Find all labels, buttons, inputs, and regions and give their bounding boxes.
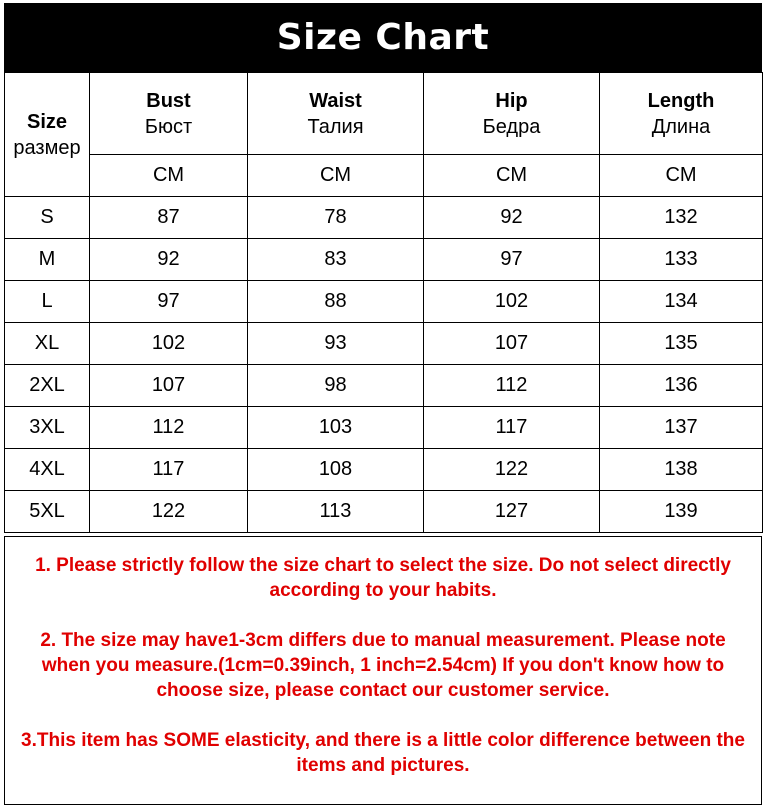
hip-cell: 127: [424, 491, 600, 533]
length-cell: 134: [600, 281, 763, 323]
size-cell: XL: [5, 323, 90, 365]
column-header-ru: Длина: [651, 115, 711, 138]
notes-panel: [4, 536, 762, 805]
length-cell: 136: [600, 365, 763, 407]
table-row: [5, 449, 763, 491]
unit-cell: CM: [600, 155, 763, 197]
column-header-ru: Бюст: [144, 115, 193, 138]
size-cell: 4XL: [5, 449, 90, 491]
note-2: 2. The size may have1-3cm differs due to manual measurement. Please note when you measure.(1cm=0.39inch, 1 inch=2.54cm) If you don't know how to choose size, please contact our customer service.: [40, 630, 726, 701]
length-cell: 135: [600, 323, 763, 365]
hip-cell: 112: [424, 365, 600, 407]
size-column-header: [5, 73, 90, 197]
waist-column-header: [248, 73, 424, 155]
waist-cell: 93: [248, 323, 424, 365]
size-cell: 5XL: [5, 491, 90, 533]
bust-cell: 102: [90, 323, 248, 365]
hip-cell: 92: [424, 197, 600, 239]
column-header-ru: Талия: [307, 115, 364, 138]
unit-cell: CM: [424, 155, 600, 197]
hip-column-header: [424, 73, 600, 155]
waist-cell: 83: [248, 239, 424, 281]
table-row: [5, 323, 763, 365]
bust-cell: 122: [90, 491, 248, 533]
bust-cell: 112: [90, 407, 248, 449]
column-header-en: Waist: [309, 89, 362, 112]
bust-cell: 117: [90, 449, 248, 491]
unit-cell: CM: [248, 155, 424, 197]
size-cell: S: [5, 197, 90, 239]
size-cell: L: [5, 281, 90, 323]
column-header-en: Length: [647, 89, 715, 112]
size-cell: 2XL: [5, 365, 90, 407]
length-cell: 137: [600, 407, 763, 449]
column-header-ru: Бедра: [482, 115, 541, 138]
table-header-row: [5, 73, 763, 155]
hip-cell: 97: [424, 239, 600, 281]
waist-cell: 108: [248, 449, 424, 491]
table-row: [5, 239, 763, 281]
table-row: [5, 197, 763, 239]
length-cell: 138: [600, 449, 763, 491]
table-row: [5, 365, 763, 407]
note-3: 3.This item has SOME elasticity, and there is a little color difference between the items and pictures.: [21, 730, 745, 776]
length-cell: 133: [600, 239, 763, 281]
waist-cell: 78: [248, 197, 424, 239]
waist-cell: 98: [248, 365, 424, 407]
column-header-en: Hip: [495, 89, 528, 112]
column-header-en: Bust: [146, 89, 191, 112]
waist-cell: 88: [248, 281, 424, 323]
size-cell: M: [5, 239, 90, 281]
bust-cell: 107: [90, 365, 248, 407]
size-header-ru: размер: [13, 136, 81, 159]
size-header-en: Size: [26, 110, 68, 133]
hip-cell: 122: [424, 449, 600, 491]
waist-cell: 103: [248, 407, 424, 449]
page-title: Size Chart: [276, 17, 490, 58]
table-row: [5, 491, 763, 533]
size-table: [4, 72, 763, 533]
length-column-header: [600, 73, 763, 155]
length-cell: 132: [600, 197, 763, 239]
unit-cell: CM: [90, 155, 248, 197]
hip-cell: 117: [424, 407, 600, 449]
note-1: 1. Please strictly follow the size chart to select the size. Do not select directly according to your habits.: [35, 555, 731, 601]
unit-row: [5, 155, 763, 197]
hip-cell: 107: [424, 323, 600, 365]
bust-column-header: [90, 73, 248, 155]
bust-cell: 87: [90, 197, 248, 239]
bust-cell: 92: [90, 239, 248, 281]
hip-cell: 102: [424, 281, 600, 323]
size-cell: 3XL: [5, 407, 90, 449]
table-row: [5, 281, 763, 323]
title-banner: [4, 3, 762, 72]
length-cell: 139: [600, 491, 763, 533]
waist-cell: 113: [248, 491, 424, 533]
table-row: [5, 407, 763, 449]
bust-cell: 97: [90, 281, 248, 323]
